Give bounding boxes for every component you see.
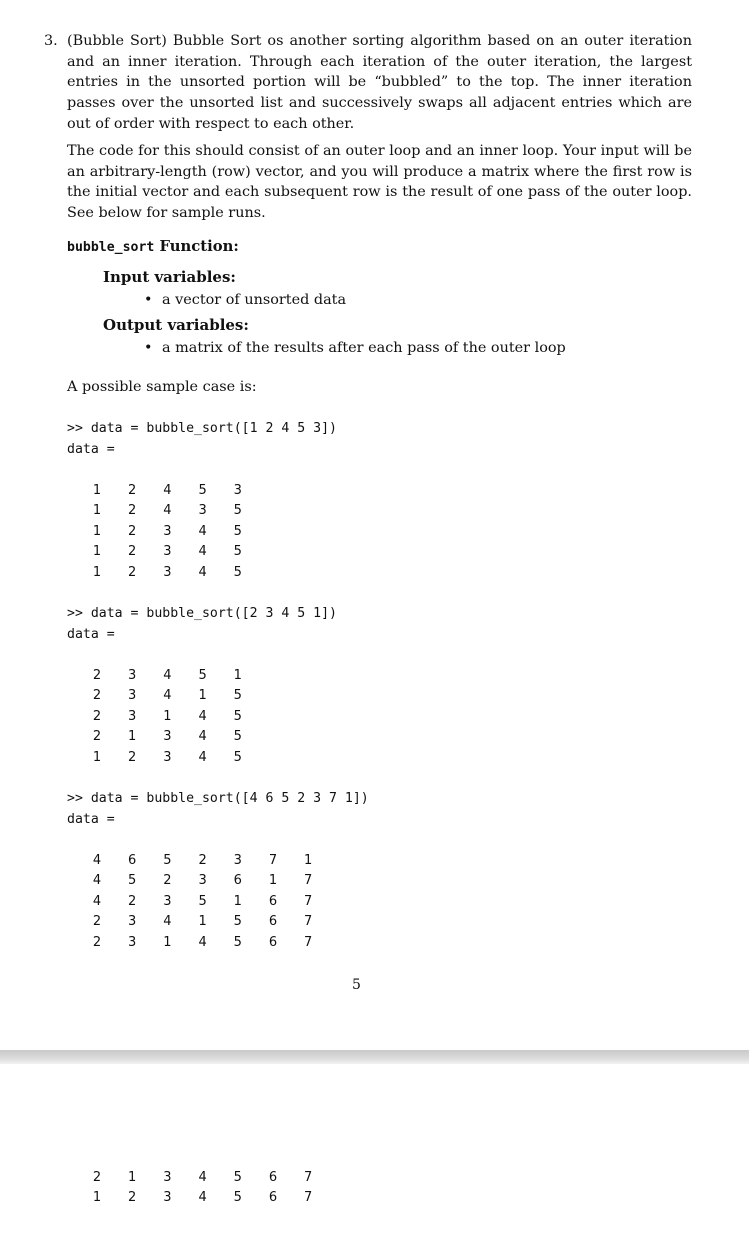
matrix-cell: 4 <box>198 708 207 724</box>
matrix-cell: 3 <box>128 934 137 950</box>
matrix-cell: 7 <box>304 873 313 889</box>
page-separator <box>0 1050 749 1064</box>
page-number: 5 <box>352 977 361 993</box>
example-1-result-label: data = <box>67 442 115 457</box>
matrix-cell: 4 <box>92 853 102 868</box>
matrix-cell: 1 <box>92 564 102 580</box>
problem-number: 3. <box>44 33 58 49</box>
matrix-cell: 5 <box>233 914 242 930</box>
example-2-result-label: data = <box>67 627 115 642</box>
matrix-cell: 5 <box>198 893 207 909</box>
matrix-cell: 4 <box>198 1190 207 1206</box>
bullet-glyph: • <box>144 340 153 356</box>
problem-instructions: The code for this should consist of an outer loop and an inner loop. Your input will be an arbitrary-length (row) vector, and you will produce a matrix where the first row is the initial vector and each subsequent row is the result of one pass of the outer loop. See below for sample runs. <box>67 143 692 222</box>
matrix-cell: 6 <box>268 914 278 930</box>
matrix-cell: 7 <box>304 1170 313 1185</box>
document-page-2 <box>0 1064 749 1254</box>
matrix-cell: 2 <box>92 708 102 724</box>
matrix-cell: 2 <box>128 483 137 498</box>
matrix-cell: 1 <box>92 1190 102 1206</box>
matrix-cell: 2 <box>92 688 102 704</box>
matrix-cell: 2 <box>128 1190 137 1206</box>
matrix-cell: 1 <box>92 523 102 539</box>
matrix-cell: 1 <box>92 749 102 765</box>
matrix-cell: 5 <box>233 729 242 745</box>
matrix-cell: 2 <box>92 1170 102 1185</box>
matrix-cell: 3 <box>128 914 137 930</box>
output-variables-heading: Output variables: <box>103 316 249 334</box>
matrix-cell: 5 <box>233 564 242 580</box>
bullet-glyph: • <box>144 292 153 308</box>
matrix-cell: 4 <box>163 483 172 498</box>
matrix-cell: 2 <box>92 914 102 930</box>
matrix-cell: 5 <box>233 523 242 539</box>
matrix-cell: 4 <box>198 544 207 560</box>
matrix-cell: 1 <box>233 893 242 909</box>
matrix-cell: 4 <box>198 564 207 580</box>
matrix-cell: 3 <box>233 853 242 868</box>
sample-intro: A possible sample case is: <box>67 379 257 395</box>
matrix-cell: 5 <box>233 934 242 950</box>
matrix-cell: 4 <box>198 934 207 950</box>
example-3-result-label: data = <box>67 812 115 827</box>
matrix-cell: 3 <box>163 564 172 580</box>
matrix-cell: 1 <box>198 688 207 704</box>
matrix-cell: 3 <box>198 503 207 519</box>
matrix-cell: 7 <box>268 853 278 868</box>
matrix-cell: 4 <box>198 749 207 765</box>
matrix-cell: 4 <box>92 893 102 909</box>
function-heading-suffix: Function: <box>154 238 239 255</box>
matrix-cell: 3 <box>163 544 172 560</box>
input-item: a vector of unsorted data <box>162 292 347 308</box>
matrix-cell: 2 <box>163 873 172 889</box>
matrix-cell: 1 <box>304 853 313 868</box>
matrix-cell: 3 <box>163 1170 172 1185</box>
matrix-cell: 6 <box>268 934 278 950</box>
matrix-cell: 6 <box>268 1170 278 1185</box>
matrix-cell: 7 <box>304 934 313 950</box>
matrix-cell: 5 <box>198 483 207 498</box>
matrix-cell: 3 <box>163 729 172 745</box>
matrix-cell: 5 <box>198 668 207 683</box>
matrix-cell: 2 <box>128 523 137 539</box>
matrix-cell: 4 <box>198 1170 207 1185</box>
matrix-cell: 5 <box>233 544 242 560</box>
matrix-cell: 5 <box>128 873 137 889</box>
matrix-cell: 4 <box>163 914 172 930</box>
matrix-cell: 4 <box>92 873 102 889</box>
input-variables-heading: Input variables: <box>103 268 236 286</box>
output-bullet <box>144 340 566 356</box>
matrix-cell: 2 <box>128 564 137 580</box>
matrix-cell: 5 <box>233 749 242 765</box>
matrix-cell: 4 <box>163 503 172 519</box>
matrix-cell: 3 <box>198 873 207 889</box>
matrix-cell: 5 <box>233 1190 242 1206</box>
matrix-cell: 4 <box>198 729 207 745</box>
matrix-cell: 1 <box>128 1170 137 1185</box>
matrix-cell: 5 <box>163 853 172 868</box>
matrix-cell: 3 <box>163 893 172 909</box>
matrix-cell: 1 <box>163 934 172 950</box>
matrix-cell: 2 <box>198 853 207 868</box>
example-2-command: >> data = bubble_sort([2 3 4 5 1]) <box>67 606 337 621</box>
matrix-cell: 2 <box>128 893 137 909</box>
matrix-cell: 7 <box>304 893 313 909</box>
matrix-cell: 5 <box>233 1170 242 1185</box>
matrix-cell: 6 <box>233 873 242 889</box>
matrix-cell: 2 <box>128 544 137 560</box>
output-item: a matrix of the results after each pass of the outer loop <box>162 340 566 356</box>
matrix-cell: 7 <box>304 1190 313 1206</box>
matrix-cell: 2 <box>128 749 137 765</box>
input-bullet <box>144 292 346 308</box>
matrix-cell: 3 <box>128 708 137 724</box>
matrix-cell: 4 <box>198 523 207 539</box>
matrix-cell: 3 <box>233 483 242 498</box>
matrix-cell: 4 <box>163 688 172 704</box>
matrix-cell: 3 <box>128 668 137 683</box>
matrix-cell: 6 <box>268 1190 278 1206</box>
matrix-cell: 2 <box>92 668 102 683</box>
matrix-cell: 3 <box>163 523 172 539</box>
matrix-cell: 2 <box>92 729 102 745</box>
matrix-cell: 6 <box>268 893 278 909</box>
matrix-cell: 5 <box>233 708 242 724</box>
matrix-cell: 5 <box>233 503 242 519</box>
matrix-cell: 1 <box>268 873 278 889</box>
matrix-cell: 7 <box>304 914 313 930</box>
example-1-command: >> data = bubble_sort([1 2 4 5 3]) <box>67 421 337 436</box>
matrix-cell: 2 <box>128 503 137 519</box>
problem-description: (Bubble Sort) Bubble Sort os another sorting algorithm based on an outer iteration and an inner iteration. Through each iteration of the outer iteration, the largest entries in the unsorted portion will be “bubbled” to the top. The inner iteration passes over the unsorted list and successively swaps all adjacent entries which are out of order with respect to each other. <box>67 33 692 132</box>
matrix-cell: 1 <box>163 708 172 724</box>
matrix-cell: 1 <box>92 503 102 519</box>
matrix-cell: 1 <box>92 544 102 560</box>
matrix-cell: 5 <box>233 688 242 704</box>
matrix-cell: 1 <box>198 914 207 930</box>
matrix-cell: 1 <box>128 729 137 745</box>
matrix-cell: 3 <box>163 749 172 765</box>
matrix-cell: 6 <box>128 853 137 868</box>
matrix-cell: 3 <box>128 688 137 704</box>
matrix-cell: 2 <box>92 934 102 950</box>
matrix-cell: 4 <box>163 668 172 683</box>
matrix-cell: 1 <box>92 483 102 498</box>
matrix-cell: 1 <box>233 668 242 683</box>
matrix-cell: 3 <box>163 1190 172 1206</box>
function-heading <box>67 238 239 255</box>
example-3-command: >> data = bubble_sort([4 6 5 2 3 7 1]) <box>67 791 369 806</box>
function-name: bubble_sort <box>67 240 155 255</box>
